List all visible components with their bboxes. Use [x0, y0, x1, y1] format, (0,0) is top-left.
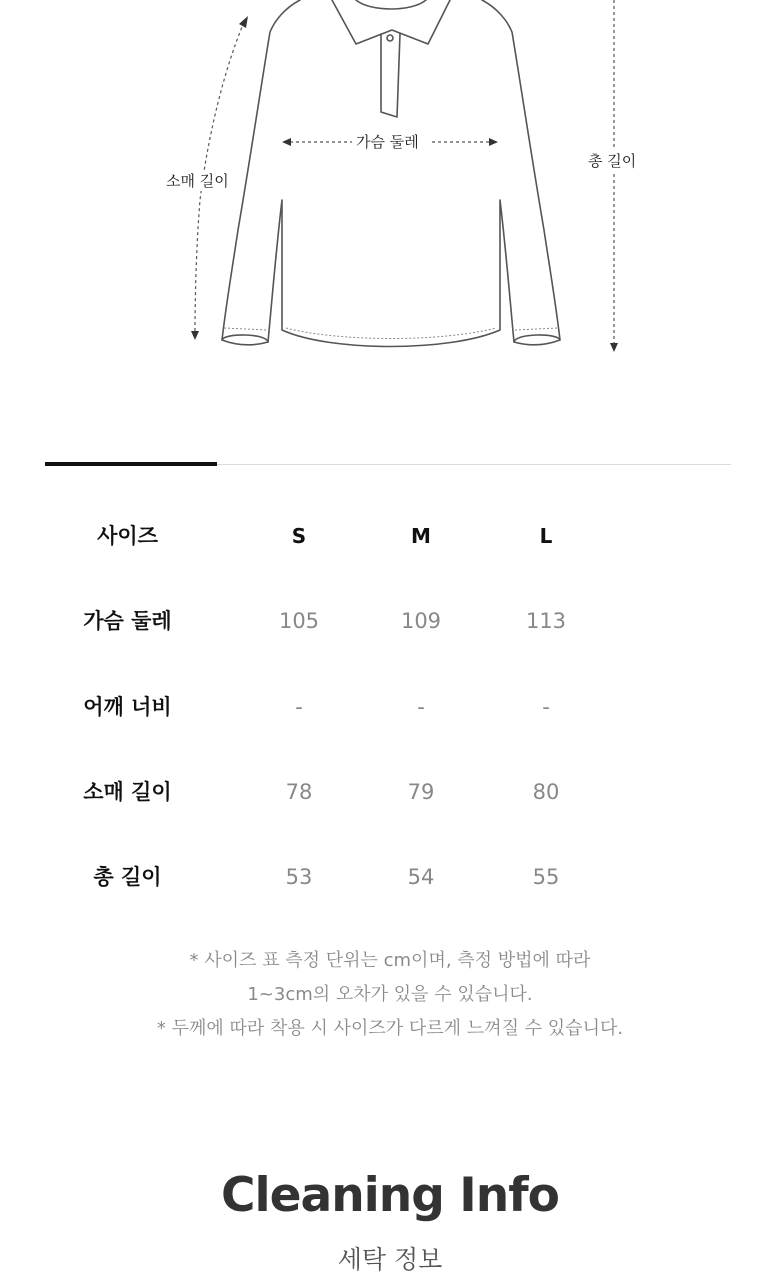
shirt-outline	[222, 0, 560, 347]
collar	[332, 0, 450, 44]
total-length-label: 총 길이	[584, 150, 640, 171]
cell-value: 54	[407, 865, 435, 889]
chest-label: 가슴 둘레	[352, 131, 423, 152]
cell-value: 113	[525, 609, 567, 633]
size-table-header	[0, 516, 780, 556]
cell-value: 55	[532, 865, 560, 889]
cell-value: 53	[285, 865, 313, 889]
table-row	[0, 687, 780, 727]
table-row	[0, 601, 780, 641]
size-s: S	[291, 524, 307, 548]
cell-value: 105	[278, 609, 320, 633]
cell-value: -	[295, 695, 303, 719]
table-row	[0, 857, 780, 897]
size-notes	[0, 944, 780, 1046]
note-line: * 두께에 따라 착용 시 사이즈가 다르게 느껴질 수 있습니다.	[156, 1018, 624, 1039]
cleaning-info-title: Cleaning Info	[221, 1168, 559, 1223]
size-header-label: 사이즈	[97, 524, 158, 548]
sleeve-length-label: 소매 길이	[162, 170, 233, 191]
cell-value: 78	[285, 780, 313, 804]
row-label: 소매 길이	[83, 780, 172, 804]
row-label: 가슴 둘레	[83, 609, 172, 633]
table-row	[0, 772, 780, 812]
row-label: 어깨 너비	[83, 695, 172, 719]
cell-value: -	[417, 695, 425, 719]
cell-value: 79	[407, 780, 435, 804]
size-l: L	[539, 524, 553, 548]
size-m: M	[411, 524, 431, 548]
cleaning-info-subtitle: 세탁 정보	[337, 1245, 443, 1274]
cell-value: 109	[400, 609, 442, 633]
row-label: 총 길이	[93, 865, 162, 889]
cell-value: 80	[532, 780, 560, 804]
tab-active-indicator	[45, 462, 217, 466]
garment-diagram	[0, 0, 780, 420]
note-line: * 사이즈 표 측정 단위는 cm이며, 측정 방법에 따라	[189, 950, 591, 971]
note-line: 1~3cm의 오차가 있을 수 있습니다.	[247, 984, 533, 1005]
placket	[381, 34, 400, 117]
cell-value: -	[542, 695, 550, 719]
polo-shirt-illustration	[0, 0, 780, 420]
